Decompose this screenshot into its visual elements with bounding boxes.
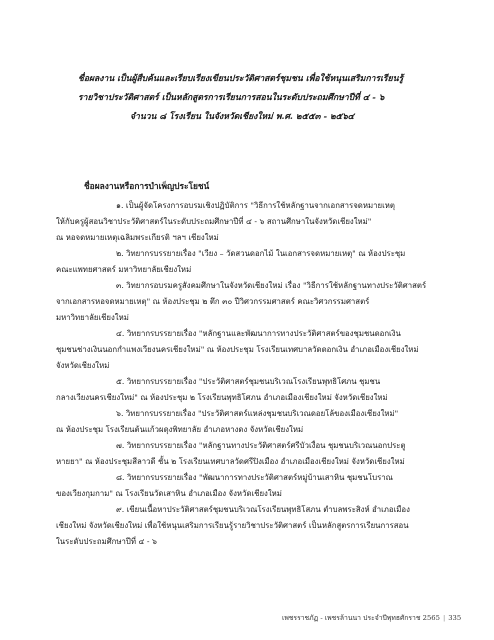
title-line-2: รายวิชาประวัติศาสตร์ เป็นหลักสูตรการเรียนการสอนในระดับประถมศึกษาปีที่ ๔ - ๖ bbox=[78, 93, 385, 103]
item-9-line-1: ๙. เขียนเนื้อหาประวัติศาสตร์ชุมชนบริเวณโรงเรียนพุทธิโสภน ตำบลพระสิงห์ อำเภอเมือง bbox=[116, 505, 410, 514]
footer-separator: | bbox=[442, 614, 446, 622]
title-line-1: ชื่อผลงาน เป็นผู้สืบค้นและเรียบเรียงเขียนประวัติศาสตร์ชุมชน เพื่อใช้หนุนเสริมการเรียนรู้ bbox=[78, 74, 404, 84]
item-9-line-3: ในระดับประถมศึกษาปีที่ ๔ - ๖ bbox=[56, 537, 157, 546]
item-6-line-1: ๖. วิทยากรบรรยายเรื่อง "ประวัติศาสตร์แหล่งชุมชนบริเวณดอยโล้ของเมืองเชียงใหม่" bbox=[116, 409, 399, 418]
item-3-line-1: ๓. วิทยากรอบรมครูสังคมศึกษาในจังหวัดเชียงใหม่ เรื่อง "วิธีการใช้หลักฐานทางประวัติศาสตร์ bbox=[116, 281, 427, 290]
page-number: 335 bbox=[448, 614, 462, 622]
title-line-3: จำนวน ๘ โรงเรียน ในจังหวัดเชียงใหม่ พ.ศ. ๒๕๕๓ - ๒๕๖๔ bbox=[130, 112, 355, 122]
list-item bbox=[56, 470, 452, 502]
list-item bbox=[56, 246, 452, 278]
item-8-line-1: ๘. วิทยากรบรรยายเรื่อง "พัฒนาการทางประวัติศาสตร์หมู่บ้านเสาหิน ชุมชนโบราณ bbox=[116, 473, 393, 482]
item-4-line-2: ชุมชนช่างเงินนอกกำแพงเวียงนครเชียงใหม่" ณ ห้องประชุม โรงเรียนเทศบาลวัดดอกเงิน อำเภอเมืองเชียงใหม่ bbox=[56, 345, 419, 354]
item-2-line-1: ๒. วิทยากรบรรยายเรื่อง "เวียง – วัดสวนดอกไม้ ในเอกสารจดหมายเหตุ" ณ ห้องประชุม bbox=[116, 249, 406, 258]
item-9-line-2: เชียงใหม่ จังหวัดเชียงใหม่ เพื่อใช้หนุนเสริมการเรียนรู้รายวิชาประวัติศาสตร์ เป็นหลักสูตรการเรียนการสอน bbox=[56, 521, 409, 530]
item-7-line-1: ๗. วิทยากรบรรยายเรื่อง "หลักฐานทางประวัติศาสตร์ศรีบัวเงื่อน ชุมชนบริเวณนอกประตู bbox=[116, 441, 406, 450]
list-item bbox=[56, 502, 452, 550]
item-6-line-2: ณ ห้องประชุม โรงเรียนต้นแก้วผดุงพิทยาลัย อำเภอหางดง จังหวัดเชียงใหม่ bbox=[56, 425, 304, 434]
list-item bbox=[56, 278, 452, 326]
contribution-section bbox=[56, 178, 452, 550]
item-2-line-2: คณะแพทยศาสตร์ มหาวิทยาลัยเชียงใหม่ bbox=[56, 265, 192, 274]
list-item bbox=[56, 438, 452, 470]
document-title bbox=[78, 70, 438, 127]
item-1-line-3: ณ หอจดหมายเหตุเฉลิมพระเกียรติ ฯลฯ เชียงใหม่ bbox=[56, 233, 219, 242]
item-3-line-3: มหาวิทยาลัยเชียงใหม่ bbox=[56, 313, 129, 322]
item-5-line-2: กลางเวียงนครเชียงใหม่" ณ ห้องประชุม ๒ โรงเรียนพุทธิโศภน อำเภอเมืองเชียงใหม่ จังหวัดเชียงใหม่ bbox=[56, 393, 388, 402]
item-1-line-2: ให้กับครูผู้สอนวิชาประวัติศาสตร์ในระดับประถมศึกษาปีที่ ๔ - ๖ สถานศึกษาในจังหวัดเชียงใหม่" bbox=[56, 217, 372, 226]
item-4-line-1: ๔. วิทยากรบรรยายเรื่อง "หลักฐานและพัฒนาการทางประวัติศาสตร์ของชุมชนดอกเงิน bbox=[116, 329, 401, 338]
section-heading: ชื่อผลงานหรือการบำเพ็ญประโยชน์ bbox=[84, 181, 210, 191]
item-3-line-2: จากเอกสารหอจดหมายเหตุ" ณ ห้องประชุม ๒ ตึก ๓๐ ปีวิศวกรรมศาสตร์ คณะวิศวกรรมศาสตร์ bbox=[56, 297, 370, 306]
item-7-line-2: หายยา" ณ ห้องประชุมสีลาวดี ชั้น ๒ โรงเรียนเทศบาลวัดศรีปิงเมือง อำเภอเมืองเชียงใหม่ จังหวัดเชียงใหม่ bbox=[56, 457, 405, 466]
item-1-line-1: ๑. เป็นผู้จัดโครงการอบรมเชิงปฏิบัติการ "วิธีการใช้หลักฐานจากเอกสารจดหมายเหตุ bbox=[116, 201, 395, 210]
list-item bbox=[56, 198, 452, 246]
list-item bbox=[56, 374, 452, 406]
item-5-line-1: ๕. วิทยากรบรรยายเรื่อง "ประวัติศาสตร์ชุมชนบริเวณโรงเรียนพุทธิโศภน ชุมชน bbox=[116, 377, 381, 386]
footer-text: เพชรราชภัฏ - เพชรล้านนา ประจำปีพุทธศักราช 2565 bbox=[282, 614, 440, 622]
page-footer bbox=[282, 612, 461, 623]
item-8-line-2: ของเวียงกุมกาม" ณ โรงเรียนวัดเสาหิน อำเภอเมือง จังหวัดเชียงใหม่ bbox=[56, 489, 282, 498]
item-4-line-3: จังหวัดเชียงใหม่ bbox=[56, 361, 110, 370]
list-item bbox=[56, 406, 452, 438]
list-item bbox=[56, 326, 452, 374]
